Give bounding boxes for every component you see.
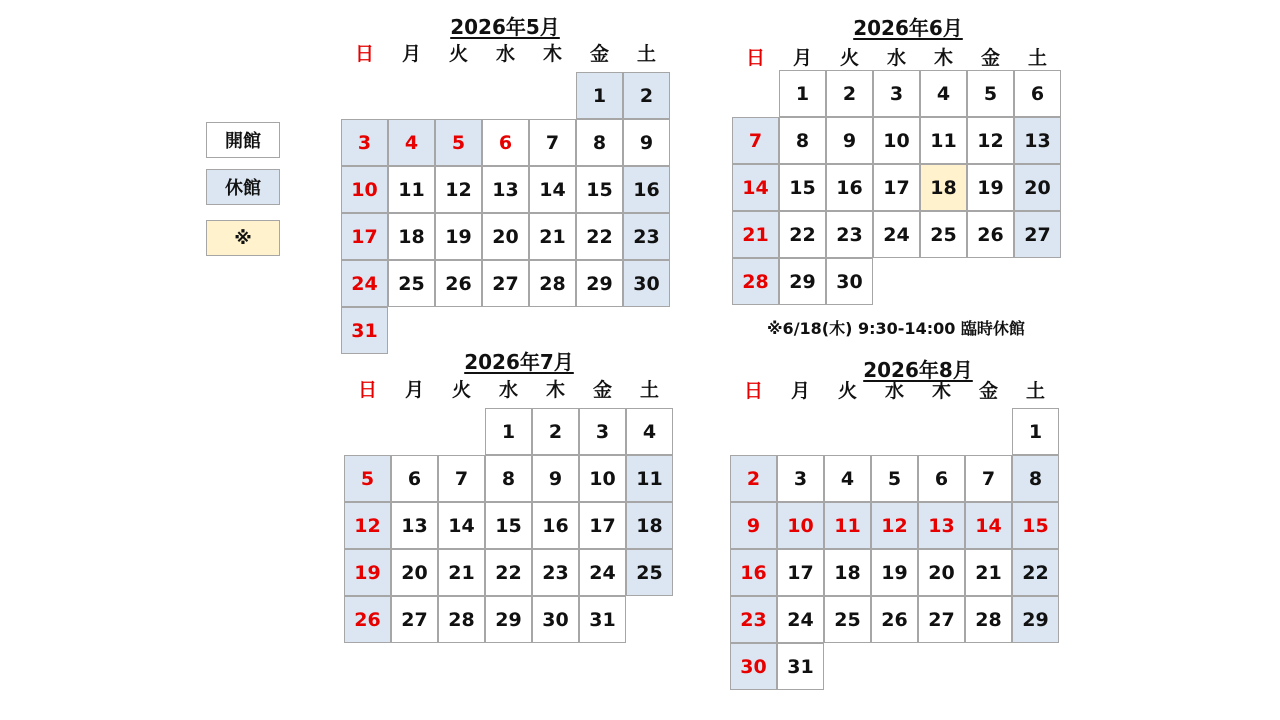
day-cell: 1 bbox=[485, 408, 532, 455]
day-cell: 8 bbox=[779, 117, 826, 164]
day-cell: 18 bbox=[824, 549, 871, 596]
day-cell: 19 bbox=[435, 213, 482, 260]
day-cell: 25 bbox=[824, 596, 871, 643]
day-cell: 30 bbox=[826, 258, 873, 305]
day-cell: 24 bbox=[873, 211, 920, 258]
day-cell: 12 bbox=[871, 502, 918, 549]
day-cell: 3 bbox=[873, 70, 920, 117]
day-cell: 17 bbox=[873, 164, 920, 211]
day-cell: 22 bbox=[576, 213, 623, 260]
day-cell: 13 bbox=[1014, 117, 1061, 164]
day-cell: 28 bbox=[529, 260, 576, 307]
day-cell: 10 bbox=[777, 502, 824, 549]
weekday-header: 土 bbox=[1025, 380, 1045, 402]
weekday-header: 月 bbox=[792, 47, 812, 69]
day-cell: 19 bbox=[967, 164, 1014, 211]
month-title: 2026年5月 bbox=[450, 15, 560, 39]
day-cell: 9 bbox=[532, 455, 579, 502]
day-cell: 26 bbox=[435, 260, 482, 307]
day-cell: 7 bbox=[438, 455, 485, 502]
weekday-header: 土 bbox=[639, 379, 659, 401]
day-cell: 11 bbox=[824, 502, 871, 549]
day-cell: 9 bbox=[623, 119, 670, 166]
day-cell: 26 bbox=[871, 596, 918, 643]
weekday-header: 金 bbox=[589, 43, 609, 65]
day-cell: 6 bbox=[1014, 70, 1061, 117]
day-cell: 29 bbox=[485, 596, 532, 643]
day-cell: 29 bbox=[1012, 596, 1059, 643]
day-cell: 17 bbox=[777, 549, 824, 596]
day-cell: 22 bbox=[1012, 549, 1059, 596]
day-cell: 3 bbox=[579, 408, 626, 455]
day-cell: 18 bbox=[388, 213, 435, 260]
day-cell: 2 bbox=[826, 70, 873, 117]
day-cell: 8 bbox=[1012, 455, 1059, 502]
weekday-header: 月 bbox=[404, 379, 424, 401]
day-cell: 15 bbox=[485, 502, 532, 549]
day-cell: 9 bbox=[730, 502, 777, 549]
day-cell: 23 bbox=[623, 213, 670, 260]
weekday-header: 土 bbox=[1027, 47, 1047, 69]
day-cell: 2 bbox=[532, 408, 579, 455]
day-cell: 13 bbox=[391, 502, 438, 549]
day-cell: 5 bbox=[967, 70, 1014, 117]
day-cell: 3 bbox=[341, 119, 388, 166]
day-cell: 16 bbox=[532, 502, 579, 549]
weekday-header: 日 bbox=[745, 47, 765, 69]
weekday-header: 月 bbox=[790, 380, 810, 402]
day-cell: 30 bbox=[532, 596, 579, 643]
day-cell: 16 bbox=[623, 166, 670, 213]
weekday-header: 水 bbox=[495, 43, 515, 65]
day-cell: 11 bbox=[920, 117, 967, 164]
day-cell: 28 bbox=[438, 596, 485, 643]
day-cell: 30 bbox=[730, 643, 777, 690]
day-cell: 31 bbox=[579, 596, 626, 643]
day-cell: 5 bbox=[871, 455, 918, 502]
day-cell: 6 bbox=[482, 119, 529, 166]
day-cell: 2 bbox=[623, 72, 670, 119]
legend-open: 開館 bbox=[206, 122, 280, 158]
day-cell: 16 bbox=[730, 549, 777, 596]
day-cell: 10 bbox=[341, 166, 388, 213]
day-cell: 22 bbox=[779, 211, 826, 258]
day-cell: 13 bbox=[918, 502, 965, 549]
day-cell: 24 bbox=[777, 596, 824, 643]
day-cell: 20 bbox=[918, 549, 965, 596]
day-cell: 27 bbox=[482, 260, 529, 307]
weekday-header: 土 bbox=[636, 43, 656, 65]
weekday-header: 火 bbox=[839, 47, 859, 69]
day-cell: 10 bbox=[579, 455, 626, 502]
day-cell: 14 bbox=[438, 502, 485, 549]
day-cell: 4 bbox=[626, 408, 673, 455]
weekday-header: 日 bbox=[357, 379, 377, 401]
day-cell: 29 bbox=[779, 258, 826, 305]
day-cell: 4 bbox=[388, 119, 435, 166]
day-cell: 16 bbox=[826, 164, 873, 211]
weekday-header: 火 bbox=[448, 43, 468, 65]
day-cell: 17 bbox=[341, 213, 388, 260]
day-cell: 20 bbox=[482, 213, 529, 260]
day-cell: 7 bbox=[529, 119, 576, 166]
day-cell: 8 bbox=[576, 119, 623, 166]
day-cell: 12 bbox=[967, 117, 1014, 164]
day-cell: 20 bbox=[391, 549, 438, 596]
day-cell: 4 bbox=[920, 70, 967, 117]
day-cell: 26 bbox=[967, 211, 1014, 258]
day-cell: 31 bbox=[341, 307, 388, 354]
day-cell: 15 bbox=[779, 164, 826, 211]
day-cell: 18 bbox=[920, 164, 967, 211]
day-cell: 25 bbox=[626, 549, 673, 596]
day-cell: 19 bbox=[871, 549, 918, 596]
day-cell: 25 bbox=[388, 260, 435, 307]
day-cell: 13 bbox=[482, 166, 529, 213]
month-title: 2026年6月 bbox=[853, 16, 963, 40]
day-cell: 5 bbox=[435, 119, 482, 166]
day-cell: 3 bbox=[777, 455, 824, 502]
day-cell: 21 bbox=[732, 211, 779, 258]
day-cell: 21 bbox=[965, 549, 1012, 596]
day-cell: 29 bbox=[576, 260, 623, 307]
day-cell: 12 bbox=[435, 166, 482, 213]
legend-closed: 休館 bbox=[206, 169, 280, 205]
day-cell: 27 bbox=[391, 596, 438, 643]
month-note: ※6/18(木) 9:30-14:00 臨時休館 bbox=[767, 319, 1025, 338]
weekday-header: 金 bbox=[592, 379, 612, 401]
day-cell: 17 bbox=[579, 502, 626, 549]
day-cell: 18 bbox=[626, 502, 673, 549]
weekday-header: 木 bbox=[931, 380, 951, 402]
day-cell: 27 bbox=[1014, 211, 1061, 258]
day-cell: 10 bbox=[873, 117, 920, 164]
day-cell: 23 bbox=[730, 596, 777, 643]
day-cell: 20 bbox=[1014, 164, 1061, 211]
day-cell: 27 bbox=[918, 596, 965, 643]
day-cell: 24 bbox=[341, 260, 388, 307]
day-cell: 30 bbox=[623, 260, 670, 307]
day-cell: 15 bbox=[1012, 502, 1059, 549]
day-cell: 12 bbox=[344, 502, 391, 549]
day-cell: 14 bbox=[965, 502, 1012, 549]
day-cell: 6 bbox=[391, 455, 438, 502]
weekday-header: 日 bbox=[354, 43, 374, 65]
legend-special: ※ bbox=[206, 220, 280, 256]
day-cell: 2 bbox=[730, 455, 777, 502]
day-cell: 28 bbox=[965, 596, 1012, 643]
day-cell: 21 bbox=[438, 549, 485, 596]
weekday-header: 日 bbox=[743, 380, 763, 402]
day-cell: 1 bbox=[1012, 408, 1059, 455]
day-cell: 11 bbox=[388, 166, 435, 213]
weekday-header: 火 bbox=[451, 379, 471, 401]
day-cell: 23 bbox=[532, 549, 579, 596]
day-cell: 14 bbox=[732, 164, 779, 211]
weekday-header: 水 bbox=[884, 380, 904, 402]
day-cell: 31 bbox=[777, 643, 824, 690]
month-title: 2026年8月 bbox=[863, 358, 973, 382]
day-cell: 7 bbox=[732, 117, 779, 164]
day-cell: 5 bbox=[344, 455, 391, 502]
day-cell: 22 bbox=[485, 549, 532, 596]
weekday-header: 木 bbox=[542, 43, 562, 65]
weekday-header: 水 bbox=[498, 379, 518, 401]
day-cell: 7 bbox=[965, 455, 1012, 502]
day-cell: 1 bbox=[779, 70, 826, 117]
day-cell: 21 bbox=[529, 213, 576, 260]
month-title: 2026年7月 bbox=[464, 350, 574, 374]
weekday-header: 月 bbox=[401, 43, 421, 65]
day-cell: 11 bbox=[626, 455, 673, 502]
day-cell: 1 bbox=[576, 72, 623, 119]
day-cell: 28 bbox=[732, 258, 779, 305]
weekday-header: 木 bbox=[933, 47, 953, 69]
day-cell: 15 bbox=[576, 166, 623, 213]
weekday-header: 水 bbox=[886, 47, 906, 69]
day-cell: 14 bbox=[529, 166, 576, 213]
day-cell: 19 bbox=[344, 549, 391, 596]
weekday-header: 金 bbox=[980, 47, 1000, 69]
day-cell: 8 bbox=[485, 455, 532, 502]
weekday-header: 金 bbox=[978, 380, 998, 402]
day-cell: 26 bbox=[344, 596, 391, 643]
day-cell: 6 bbox=[918, 455, 965, 502]
weekday-header: 火 bbox=[837, 380, 857, 402]
day-cell: 4 bbox=[824, 455, 871, 502]
day-cell: 9 bbox=[826, 117, 873, 164]
day-cell: 25 bbox=[920, 211, 967, 258]
weekday-header: 木 bbox=[545, 379, 565, 401]
day-cell: 24 bbox=[579, 549, 626, 596]
day-cell: 23 bbox=[826, 211, 873, 258]
